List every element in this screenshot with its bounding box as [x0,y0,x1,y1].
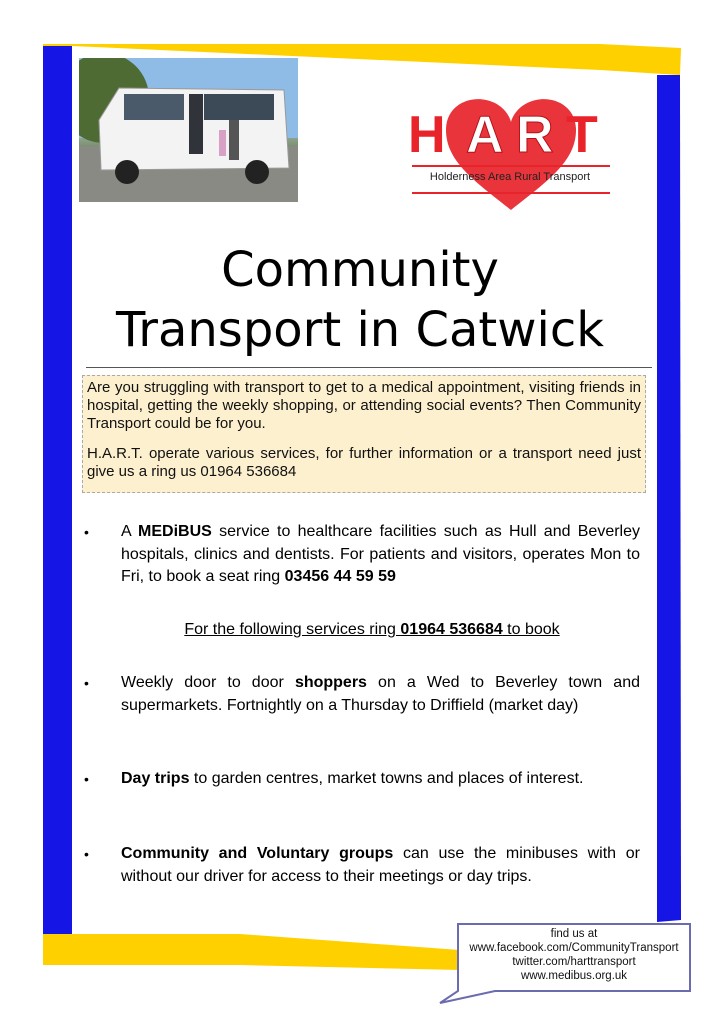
hart-logo [406,92,616,212]
groups-item: • Community and Voluntary groups can use the minibuses with or without our driver for access to their meetings or day trips. [84,845,640,885]
medibus-phone: 03456 44 59 59 [284,568,396,585]
title-line-2: Transport in Catwick [115,302,605,358]
day-trips-label: Day trips [121,770,190,787]
medibus-item: • A MEDiBUS service to healthcare facilities such as Hull and Beverley hospitals, clinics and dentists. For patients and visitors, operates Mon to Fri, to book a seat ring 03456 44 59 59 [84,523,640,585]
booking-phone: 01964 536684 [400,621,503,638]
logo-subtitle: Holderness Area Rural Transport [429,171,591,183]
booking-line: For the following services ring 01964 536684 to book [184,621,560,638]
bottom-yellow-band [43,934,460,970]
website-link[interactable]: www.medibus.org.uk [520,970,628,982]
medibus-label: MEDiBUS [138,523,212,540]
left-blue-band [43,44,72,948]
facebook-link[interactable]: www.facebook.com/CommunityTransport [469,942,679,954]
title-line-1: Community [221,242,499,298]
logo-letter-t: T [566,106,598,164]
day-trips-item: • Day trips to garden centres, market towns and places of interest. [84,768,640,791]
callout-heading: find us at [550,928,598,940]
shoppers-label: shoppers [294,674,367,691]
logo-letter-h: H [408,106,446,164]
intro-box [82,375,646,493]
minibus-photo [79,58,298,202]
intro-paragraph-2: H.A.R.T. operate various services, for further information or a transport need just give us a ring us 01964 536684 [87,445,641,480]
bullet-dot: • [84,771,89,787]
intro-paragraph-1: Are you struggling with transport to get to a medical appointment, visiting friends in hospital, getting the weekly shopping, or attending social events? Then Community Transport could be for you. [87,379,641,432]
twitter-link[interactable]: twitter.com/harttransport [512,956,636,968]
groups-label: Community and Voluntary groups [121,845,394,862]
logo-letter-r: R [516,106,554,164]
logo-letter-a: A [466,106,504,164]
page-title [60,240,660,360]
shoppers-item: • Weekly door to door shoppers on a Wed to Beverley town and supermarkets. Fortnightly on a Thursday to Driffield (market day) [84,674,640,714]
bullet-dot: • [84,675,89,691]
right-blue-band [657,75,681,922]
contact-callout [458,927,690,983]
title-divider [86,367,652,368]
bullet-dot: • [84,524,89,540]
bullet-dot: • [84,846,89,862]
